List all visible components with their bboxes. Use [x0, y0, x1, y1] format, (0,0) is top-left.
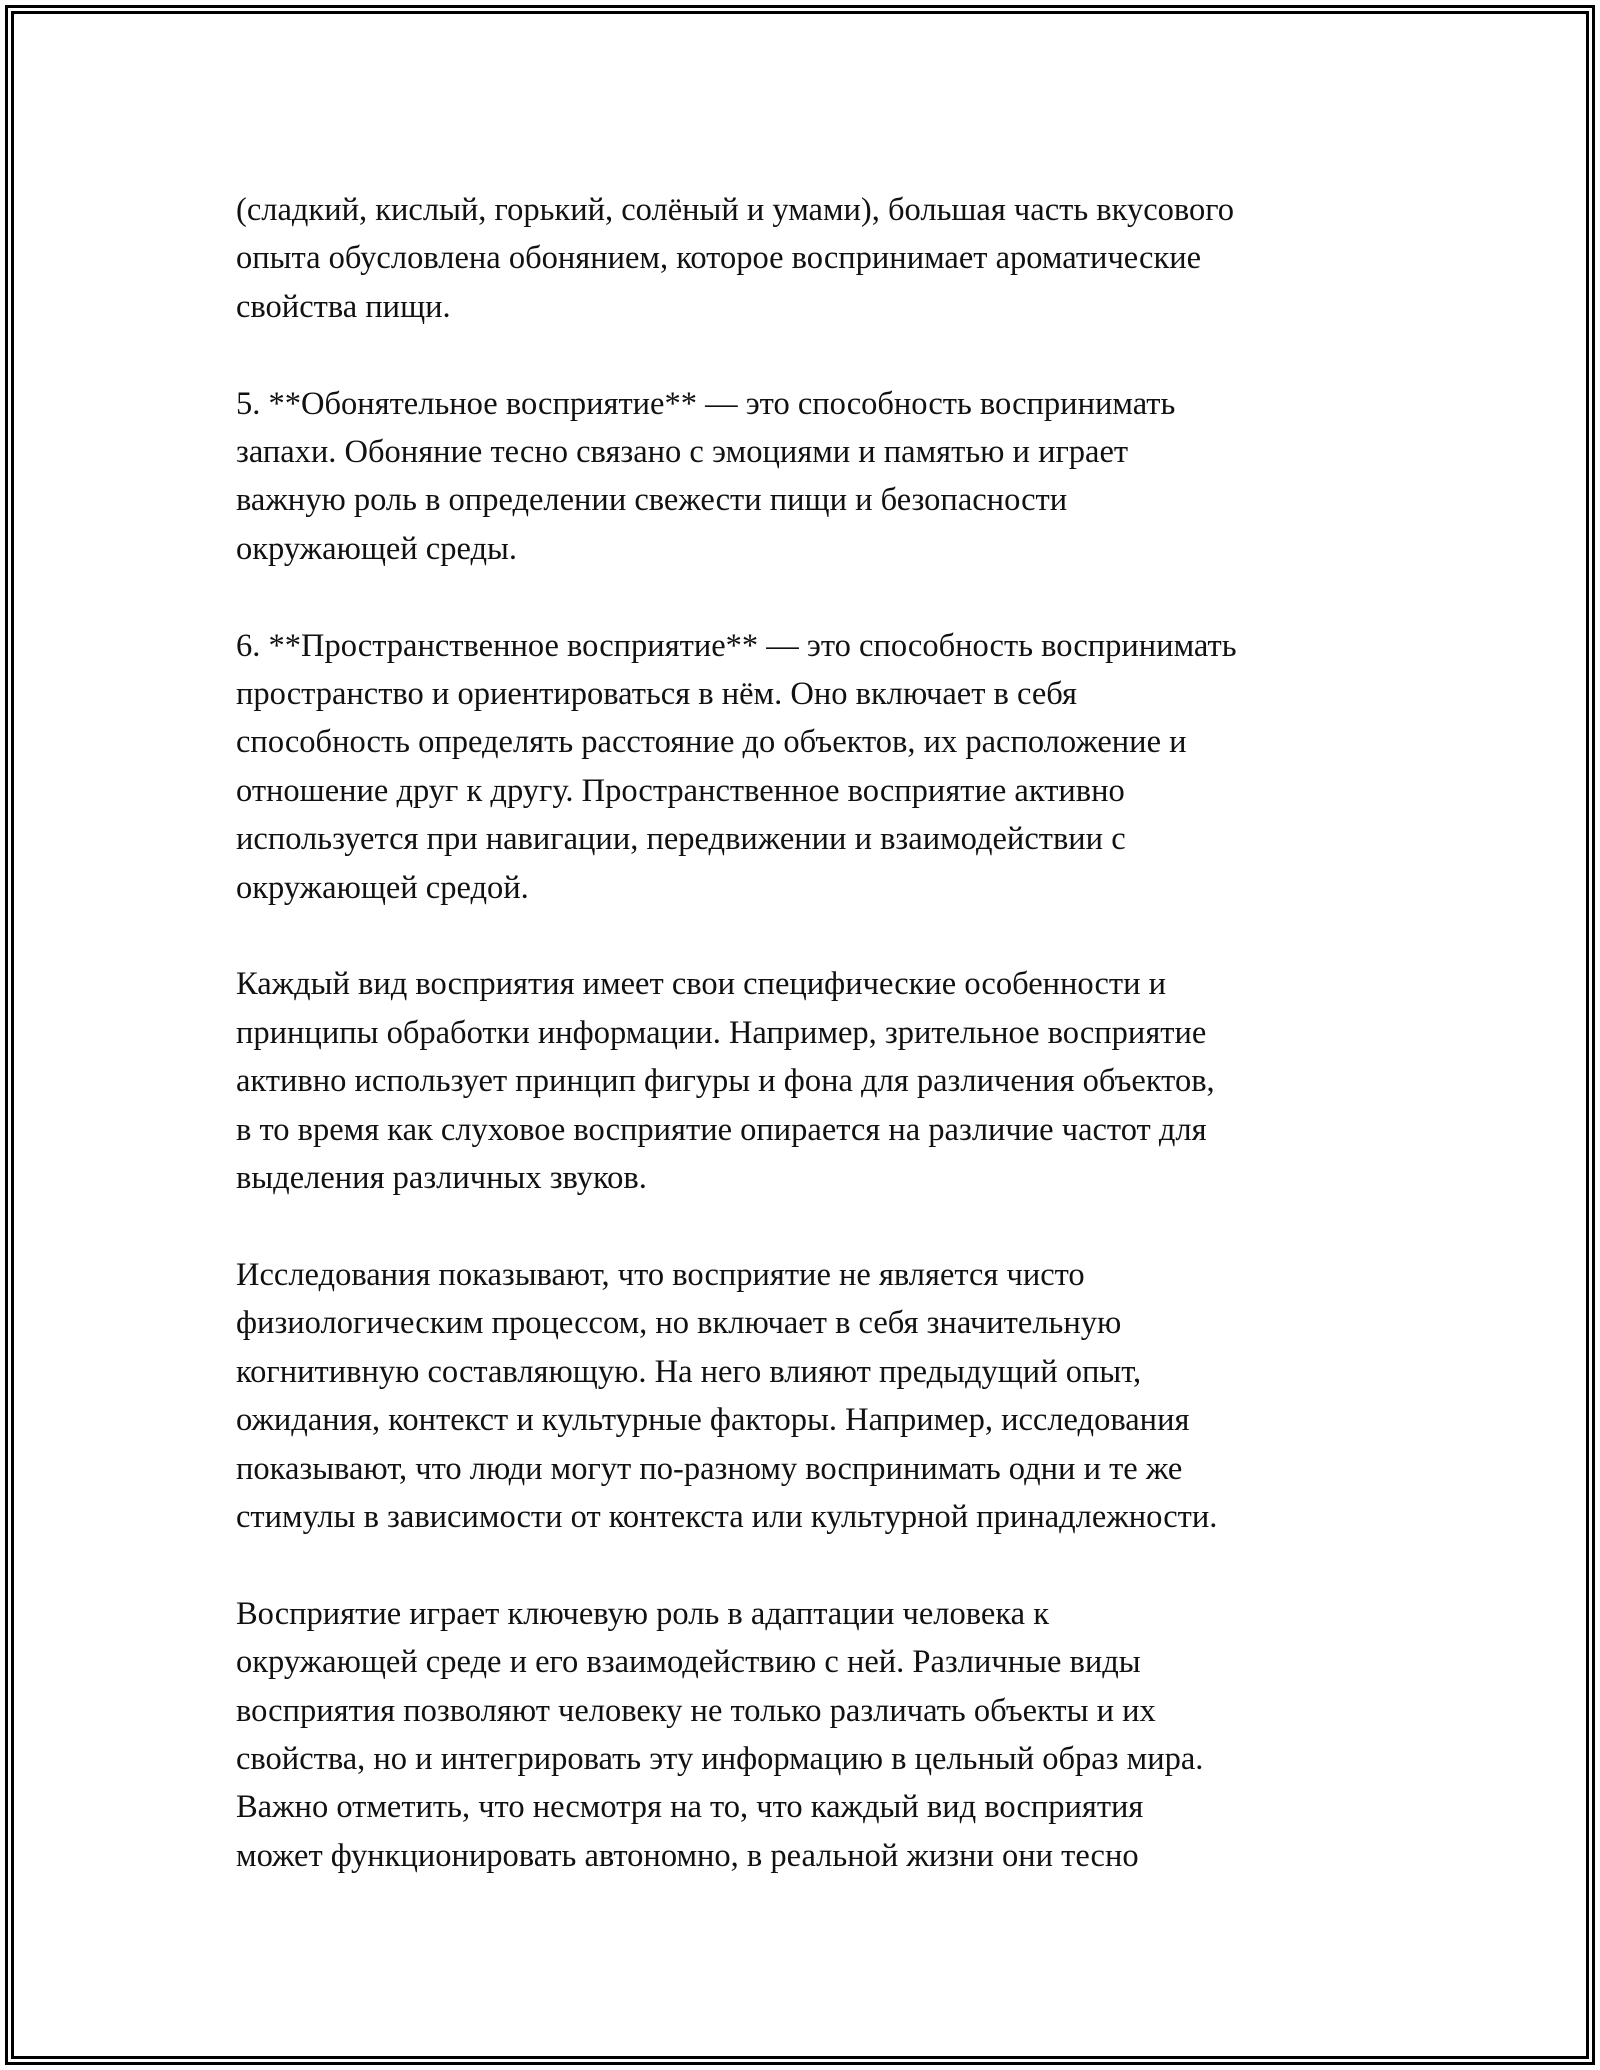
- text-line: свойства, но и интегрировать эту информацию в цельный образ мира.: [236, 1740, 1204, 1777]
- text-line: физиологическим процессом, но включает в себя значительную: [236, 1305, 1122, 1342]
- text-line: Важно отметить, что несмотря на то, что каждый вид восприятия: [236, 1789, 1144, 1826]
- text-line: важную роль в определении свежести пищи и безопасности: [236, 482, 1068, 519]
- text-line: ожидания, контекст и культурные факторы. Например, исследования: [236, 1402, 1190, 1439]
- text-line: 5. **Обонятельное восприятие** — это способность воспринимать: [236, 385, 1176, 422]
- paragraph-4: [236, 960, 1386, 1202]
- page-text: [236, 186, 1386, 1929]
- paragraph-6: [236, 1590, 1386, 1880]
- text-line: окружающей среды.: [236, 530, 517, 567]
- text-line: в то время как слуховое восприятие опирается на различие частот для: [236, 1111, 1207, 1148]
- text-line: Восприятие играет ключевую роль в адаптации человека к: [236, 1595, 1049, 1632]
- text-line: опыта обусловлена обонянием, которое воспринимает ароматические: [236, 240, 1202, 277]
- text-line: 6. **Пространственное восприятие** — это способность воспринимать: [236, 627, 1237, 664]
- text-line: принципы обработки информации. Например, зрительное восприятие: [236, 1014, 1207, 1051]
- text-line: используется при навигации, передвижении и взаимодействии с: [236, 821, 1126, 858]
- text-line: когнитивную составляющую. На него влияют предыдущий опыт,: [236, 1353, 1142, 1390]
- text-line: способность определять расстояние до объектов, их расположение и: [236, 724, 1187, 761]
- paragraph-3: [236, 622, 1386, 912]
- text-line: свойства пищи.: [236, 288, 451, 325]
- paragraph-1: [236, 186, 1386, 331]
- text-line: активно использует принцип фигуры и фона для различения объектов,: [236, 1063, 1215, 1100]
- text-line: выделения различных звуков.: [236, 1160, 647, 1197]
- text-line: стимулы в зависимости от контекста или культурной принадлежности.: [236, 1498, 1218, 1535]
- text-line: Исследования показывают, что восприятие не является чисто: [236, 1256, 1085, 1293]
- paragraph-2: [236, 380, 1386, 574]
- text-line: показывают, что люди могут по-разному воспринимать одни и те же: [236, 1450, 1183, 1487]
- text-line: (сладкий, кислый, горький, солёный и умами), большая часть вкусового: [236, 192, 1235, 228]
- text-line: окружающей средой.: [236, 869, 529, 906]
- text-line: Каждый вид восприятия имеет свои специфические особенности и: [236, 966, 1166, 1003]
- text-line: пространство и ориентироваться в нём. Оно включает в себя: [236, 676, 1077, 713]
- text-line: может функционировать автономно, в реальной жизни они тесно: [236, 1837, 1139, 1874]
- paragraph-5: [236, 1251, 1386, 1541]
- text-line: окружающей среде и его взаимодействию с ней. Различные виды: [236, 1644, 1141, 1681]
- text-line: отношение друг к другу. Пространственное восприятие активно: [236, 772, 1125, 809]
- text-line: запахи. Обоняние тесно связано с эмоциями и памятью и играет: [236, 434, 1129, 471]
- text-line: восприятия позволяют человеку не только различать объекты и их: [236, 1692, 1156, 1729]
